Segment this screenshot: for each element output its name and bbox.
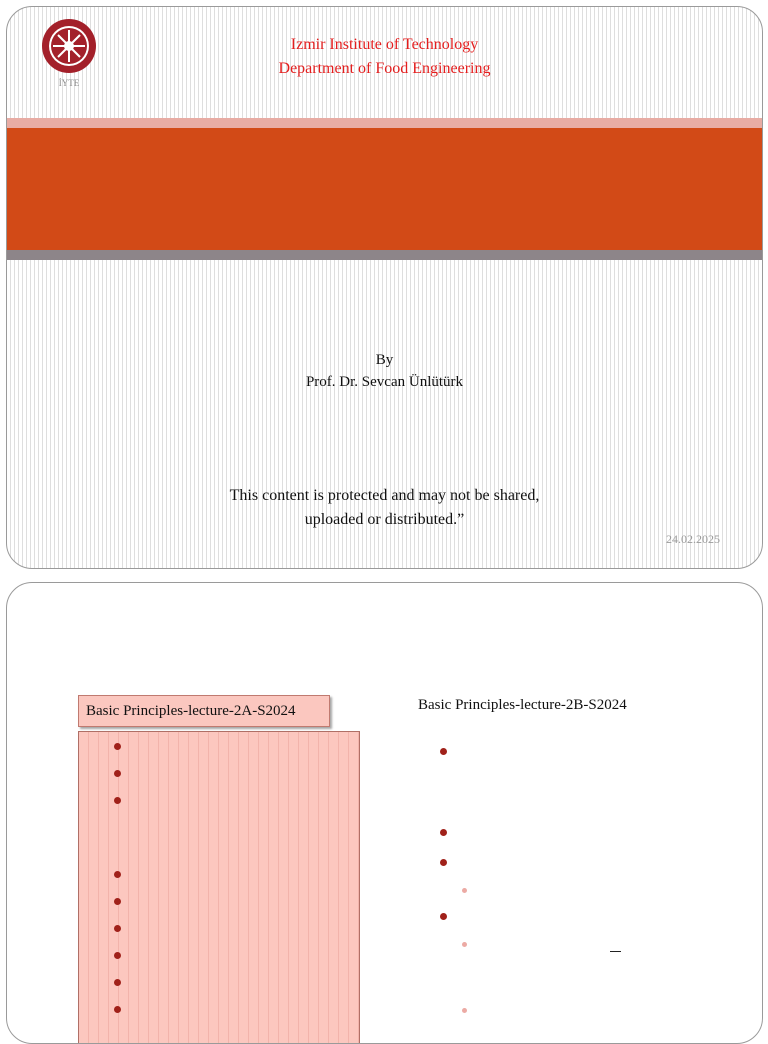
slide-date: 24.02.2025 <box>666 532 720 546</box>
bullet-icon <box>114 871 121 878</box>
bullet-icon <box>114 898 121 905</box>
bullet-icon <box>440 913 447 920</box>
sub-bullet-icon <box>462 1008 467 1013</box>
bullet-icon <box>440 829 447 836</box>
notice-line-2: uploaded or distributed.” <box>304 511 465 528</box>
dash-mark <box>610 951 621 952</box>
pink-band <box>7 118 762 128</box>
title-slide <box>6 6 763 569</box>
content-slide <box>6 582 763 1044</box>
bullet-icon <box>440 859 447 866</box>
department-name: Department of Food Engineering <box>278 60 491 77</box>
sub-bullet-icon <box>462 942 467 947</box>
sub-bullet-icon <box>462 888 467 893</box>
institution-title <box>7 33 762 81</box>
bullet-icon <box>114 770 121 777</box>
bullet-icon <box>114 979 121 986</box>
bullet-icon <box>114 925 121 932</box>
title-band <box>7 128 762 250</box>
copyright-notice <box>7 484 762 532</box>
author-name: Prof. Dr. Sevcan Ünlütürk <box>305 374 464 390</box>
bullet-icon <box>114 797 121 804</box>
bullet-icon <box>440 748 447 755</box>
by-label: By <box>375 352 394 368</box>
author-block <box>7 349 762 393</box>
logo-text: İYTE <box>58 78 80 88</box>
left-column-header: Basic Principles-lecture-2A-S2024 <box>78 695 330 727</box>
left-content-box <box>78 731 360 1044</box>
institution-name: Izmir Institute of Technology <box>290 36 479 53</box>
bullet-icon <box>114 743 121 750</box>
right-column-header: Basic Principles-lecture-2B-S2024 <box>418 697 627 713</box>
bullet-icon <box>114 1006 121 1013</box>
bullet-icon <box>114 952 121 959</box>
gray-band <box>7 250 762 260</box>
notice-line-1: This content is protected and may not be shared, <box>229 487 540 504</box>
